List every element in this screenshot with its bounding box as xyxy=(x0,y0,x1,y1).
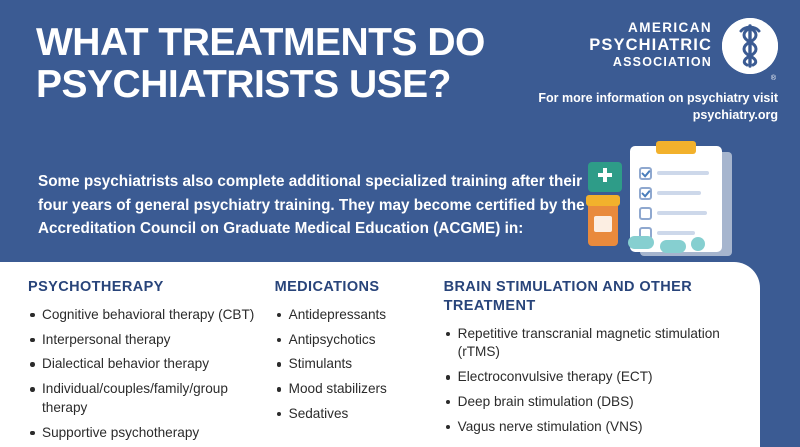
logo-line-2: PSYCHIATRIC xyxy=(589,35,712,54)
list-item: Individual/couples/family/group therapy xyxy=(28,380,275,418)
logo-line-3: ASSOCIATION xyxy=(612,55,712,70)
list-item: Antidepressants xyxy=(275,306,444,325)
logo-wordmark xyxy=(589,18,712,70)
column-brain-stimulation xyxy=(444,278,742,447)
column-psychotherapy xyxy=(28,278,275,447)
caduceus-icon xyxy=(722,18,778,74)
apa-logo-block xyxy=(528,18,778,124)
list-item: Supportive psychotherapy xyxy=(28,424,275,443)
list-item: Sedatives xyxy=(275,405,444,424)
column-title: MEDICATIONS xyxy=(274,279,380,295)
list-item: Electroconvulsive therapy (ECT) xyxy=(444,368,742,387)
intro-paragraph: Some psychiatrists also complete additional specialized training after their four years of general psychiatry training. They may become certified by the Accreditation Council on Graduate Medical Education (ACGME) in: xyxy=(38,173,585,238)
clipboard-checklist-pill-bottle-icon xyxy=(544,140,774,265)
brain-stimulation-list xyxy=(444,325,742,437)
registered-mark: ® xyxy=(770,75,776,82)
list-item: Repetitive transcranial magnetic stimulation (rTMS) xyxy=(444,325,742,363)
list-item: Deep brain stimulation (DBS) xyxy=(444,393,742,412)
list-item: Interpersonal therapy xyxy=(28,331,275,350)
medications-list xyxy=(275,306,444,424)
logo-row xyxy=(528,18,778,74)
column-title: BRAIN STIMULATION AND OTHER TREATMENT xyxy=(443,279,693,314)
psychotherapy-list xyxy=(28,306,275,443)
page-title: WHAT TREATMENTS DO PSYCHIATRISTS USE? xyxy=(36,21,485,107)
column-title: PSYCHOTHERAPY xyxy=(28,279,164,295)
logo-line-1: AMERICAN xyxy=(628,20,712,35)
list-item: Antipsychotics xyxy=(275,331,444,350)
list-item: Dialectical behavior therapy xyxy=(28,355,275,374)
list-item: Stimulants xyxy=(275,355,444,374)
list-item: Vagus nerve stimulation (VNS) xyxy=(444,418,742,437)
list-item: Cognitive behavioral therapy (CBT) xyxy=(28,306,275,325)
treatment-panel xyxy=(0,262,760,447)
logo-info-text: For more information on psychiatry visit psychiatry.org xyxy=(538,91,778,122)
column-medications xyxy=(275,278,444,447)
treatment-columns xyxy=(28,278,742,447)
list-item: Mood stabilizers xyxy=(275,380,444,399)
